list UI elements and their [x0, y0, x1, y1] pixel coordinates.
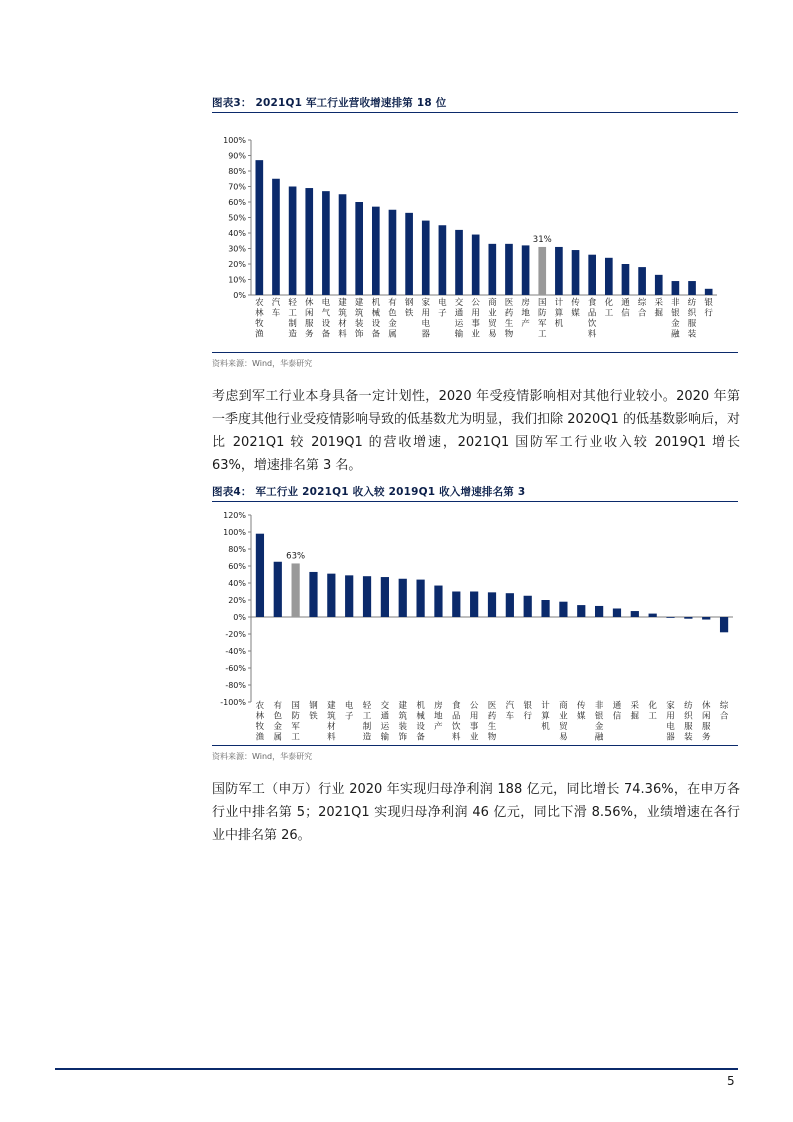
chart2-bar	[363, 576, 371, 617]
chart2-x-tick-label: 纺织服装	[684, 701, 693, 743]
chart2-x-tick-label: 公用事业	[469, 701, 479, 743]
chart1-x-tick-label: 电子	[438, 298, 447, 319]
chart2-bar	[399, 579, 407, 617]
chart1-y-tick-label: 10%	[228, 275, 246, 285]
chart1-y-tick-label: 60%	[228, 198, 246, 207]
chart2-data-label: 63%	[286, 551, 306, 562]
chart1-y-tick-label: 40%	[228, 229, 246, 238]
chart2-bar	[720, 617, 728, 632]
chart2-bar	[577, 605, 585, 617]
chart2-bar	[434, 586, 442, 617]
chart2-y-tick-label: 80%	[228, 545, 246, 554]
chart2-bar	[666, 617, 674, 618]
chart2-bar	[506, 593, 514, 617]
page-number: 5	[727, 1074, 735, 1088]
chart2-x-tick-label: 化工	[648, 701, 657, 722]
chart1-x-tick-label: 房地产	[521, 298, 530, 329]
chart2-x-tick-label: 休闲服务	[701, 701, 711, 743]
figure3-title: 图表3： 2021Q1 军工行业营收增速排第 18 位	[212, 97, 447, 109]
figure4-title: 图表4： 军工行业 2021Q1 收入较 2019Q1 收入增速排名第 3	[212, 486, 526, 498]
chart2-x-tick-label: 汽车	[505, 701, 515, 722]
chart2-x-tick-label: 综合	[719, 701, 729, 722]
chart1-x-tick-label: 化工	[604, 298, 614, 319]
chart2-x-tick-label: 电子	[344, 701, 354, 722]
chart2-y-tick-label: -20%	[225, 630, 246, 639]
chart2-x-tick-label: 家用电器	[666, 701, 675, 743]
chart1-y-tick-label: 0%	[233, 291, 246, 300]
chart2-y-tick-label: 0%	[233, 613, 246, 622]
chart1-x-tick-label: 农林牧渔	[255, 298, 264, 340]
chart2-y-tick-label: 120%	[223, 511, 246, 520]
chart2-bar	[452, 592, 460, 618]
chart2-bar	[488, 592, 496, 617]
chart1-x-tick-label: 传媒	[571, 298, 580, 319]
chart2-x-tick-label: 国防军工	[291, 701, 300, 743]
chart2-x-tick-label: 钢铁	[309, 701, 318, 722]
chart2-y-tick-label: -80%	[225, 681, 246, 690]
chart2-bar	[649, 614, 657, 617]
chart2-bar	[524, 596, 532, 617]
chart1-y-tick-label: 100%	[223, 136, 246, 145]
chart2-x-tick-label: 食品饮料	[452, 701, 461, 743]
chart1-x-tick-label: 钢铁	[404, 298, 414, 319]
paragraph-1: 考虑到军工行业本身具备一定计划性，2020 年受疫情影响相对其他行业较小。2020 年第一季度其他行业受疫情影响导致的低基数尤为明显，我们扣除 2020Q1 的低基数影响后，对比 2021Q1 较 2019Q1 的营收增速，2021Q1 国防军工行业收入较 2019Q1 增长 63%，增速排名第 3 名。	[212, 389, 740, 473]
chart2-x-tick-label: 有色金属	[273, 701, 283, 743]
chart2-bar	[327, 574, 335, 617]
chart2-bar	[470, 592, 478, 618]
chart2-x-tick-label: 非银金融	[594, 701, 604, 743]
figure4-bottom-rule	[212, 745, 738, 746]
chart1-x-tick-label: 轻工制造	[288, 298, 297, 340]
chart1-x-tick-label: 电气设备	[321, 298, 331, 340]
chart2-y-tick-label: 60%	[228, 562, 246, 571]
chart1-x-tick-label: 建筑材料	[338, 298, 347, 340]
chart2-x-tick-label: 交通运输	[380, 701, 390, 743]
chart1-y-tick-label: 50%	[228, 213, 246, 223]
chart1-x-tick-label: 食品饮料	[587, 298, 597, 340]
chart2-bar	[702, 617, 710, 620]
chart2-bar	[541, 600, 549, 617]
chart2-bar	[613, 609, 621, 618]
chart2-y-tick-label: 40%	[228, 579, 246, 588]
chart1-y-tick-label: 90%	[228, 151, 246, 161]
chart2-x-tick-label: 轻工制造	[362, 701, 372, 743]
chart1-x-tick-label: 国防军工	[537, 298, 547, 340]
chart2-bar	[292, 563, 300, 617]
chart2-x-tick-label: 建筑材料	[327, 701, 336, 743]
chart2-x-tick-label: 机械设备	[416, 701, 425, 743]
chart1-x-tick-label: 银行	[704, 298, 713, 319]
chart2-x-tick-label: 农林牧渔	[255, 701, 265, 743]
chart2-y-tick-label: 20%	[228, 596, 246, 605]
paragraph-2: 国防军工（申万）行业 2020 年实现归母净利润 188 亿元，同比增长 74.36%，在申万各行业中排名第 5；2021Q1 实现归母净利润 46 亿元，同比下滑 8.56%，业绩增速在各行业中排名第 26。	[212, 782, 740, 843]
chart1-x-tick-label: 纺织服装	[687, 298, 697, 340]
chart1-x-tick-label: 计算机	[554, 298, 564, 329]
chart1-x-tick-label: 交通运输	[454, 298, 464, 340]
chart2-bar	[309, 572, 317, 617]
chart1-x-tick-label: 休闲服务	[304, 298, 314, 340]
chart2-bar	[274, 562, 282, 617]
figure3-source: 资料来源：Wind，华泰研究	[212, 359, 313, 368]
chart2-bar	[631, 611, 639, 617]
chart2-x-tick-label: 商业贸易	[559, 701, 568, 743]
chart1-x-tick-label: 公用事业	[471, 298, 480, 340]
chart1-x-tick-label: 综合	[637, 298, 647, 319]
chart2-bar	[416, 580, 424, 617]
chart2-y-tick-label: -100%	[220, 698, 246, 707]
figure4-source: 资料来源：Wind，华泰研究	[212, 752, 313, 761]
chart1-y-tick-label: 30%	[228, 244, 246, 254]
chart2-bar	[345, 575, 353, 617]
chart2-bar	[684, 617, 692, 619]
chart1-x-tick-label: 非银金融	[671, 298, 680, 340]
chart2-x-tick-label: 传媒	[577, 701, 586, 722]
chart2-x-tick-label: 建筑装饰	[398, 701, 407, 743]
chart1-x-tick-label: 机械设备	[371, 298, 381, 340]
chart2-x-tick-label: 采掘	[630, 701, 640, 722]
chart2-x-tick-label: 银行	[523, 701, 532, 722]
chart1-x-tick-label: 采掘	[654, 298, 664, 319]
chart1-data-label: 31%	[532, 234, 552, 245]
chart2-y-tick-label: 100%	[223, 528, 246, 537]
chart2-y-tick-label: -40%	[225, 647, 246, 656]
chart2-y-tick-label: -60%	[225, 664, 246, 673]
chart2-bar	[595, 606, 603, 617]
chart2-bar	[381, 577, 389, 617]
chart2-x-tick-label: 计算机	[541, 701, 550, 732]
chart2-x-tick-label: 房地产	[434, 701, 443, 732]
chart1-y-tick-label: 80%	[228, 167, 246, 176]
chart2-x-tick-label: 医药生物	[487, 701, 497, 743]
chart2-bar	[559, 602, 567, 617]
chart2-x-tick-label: 通信	[612, 701, 622, 722]
chart1-x-tick-label: 建筑装饰	[354, 298, 364, 340]
chart1-x-tick-label: 汽车	[271, 298, 281, 319]
chart1-y-tick-label: 70%	[228, 182, 246, 192]
chart1-y-tick-label: 20%	[228, 260, 246, 269]
chart1-x-tick-label: 商业贸易	[488, 298, 497, 340]
chart2-bar	[256, 534, 264, 617]
footer-rule	[55, 1068, 738, 1070]
chart1-x-tick-label: 家用电器	[421, 298, 431, 340]
chart1-x-tick-label: 有色金属	[388, 298, 397, 340]
chart1-x-tick-label: 医药生物	[504, 298, 514, 340]
chart1-x-tick-label: 通信	[621, 298, 630, 319]
